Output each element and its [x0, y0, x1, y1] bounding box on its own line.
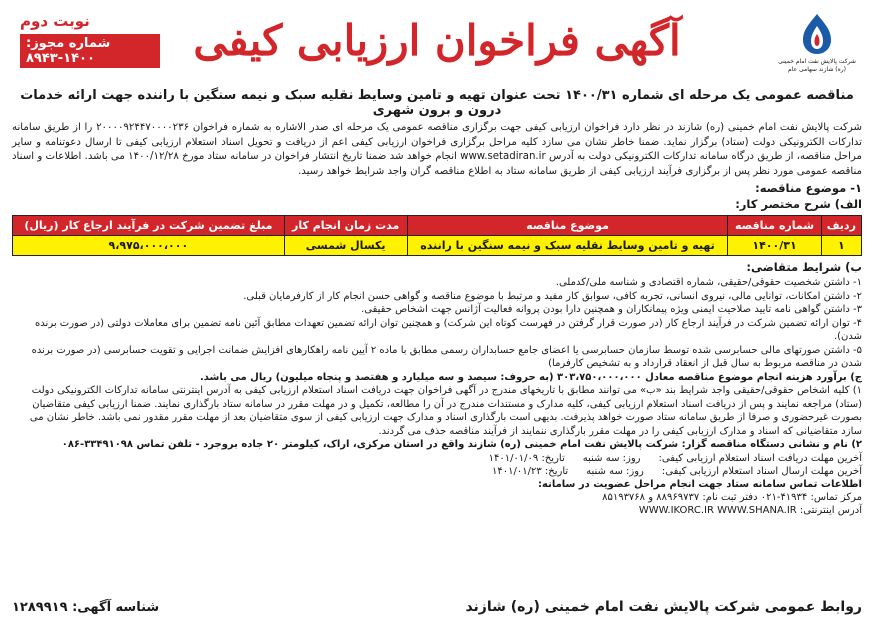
col-guarantee-header: مبلغ تضمین شرکت در فرآیند ارجاع کار (ریال): [13, 216, 285, 236]
round-label: نوبت دوم: [20, 12, 90, 30]
footer: [12, 599, 862, 615]
contact-heading: اطلاعات تماس سامانه ستاد جهت انجام مراحل عضویت در سامانه:: [538, 478, 862, 490]
note-paragraph: ۱) کلیه اشخاص حقوقی/حقیقی واجد شرایط بند «ب» می توانند مطابق با تاریخهای مندرج در آگهی فراخوان جهت دریافت اسناد استعلام ارزیابی کیفی به آدرس اینترنتی سامانه تدارکات الکترونیکی دولت (ستاد) مراجعه نمایند و پس از دریافت اسناد استعلام ارزیابی کیفی، کلیه مدارک و مستندات مندرج در آن را مطالعه، تکمیل و در مهلت مقرر در سامانه ستاد بارگذاری نمایند. ضمنا ارزیابی کیفی متقاضیان بصورت غیرحضوری و صرفا از طریق سامانه ستاد صورت خواهد پذیرفت. بدیهی است بارگذاری اسناد و مدارک جهت ارزیابی کیفی از سوی متقاضیان بعد از مهلت مقرر مقدور نمی باشد. خاطر نشان می سازد متقاضیانی که اسناد و مدارک ارزیابی کیفی را در مهلت مقرر بارگذاری ننمایند از فرآیند مناقصه حذف می گردند.: [29, 385, 862, 437]
web-label: آدرس اینترنتی:: [799, 504, 862, 516]
round-badge: [20, 12, 160, 68]
cell-row: ۱: [821, 236, 861, 256]
contact-info: [12, 478, 862, 517]
logo-text: شرکت پالایش نفت امام خمینی (ره) شازند سهامی عام: [778, 58, 856, 73]
cost-estimate: ج) برآورد هزینه انجام موضوع مناقصه معادل ۳۰۳،۷۵۰،۰۰۰،۰۰۰ (به حروف: سیصد و سه میلیارد و هفتصد و پنجاه میلیون) ریال می باشد.: [199, 371, 862, 383]
send-day: روز: سه شنبه: [586, 465, 644, 477]
table-header-row: [13, 216, 862, 236]
cell-guarantee: ۹،۹۷۵،۰۰۰،۰۰۰: [13, 236, 285, 256]
condition-4: ۴- توان ارائه تضمین شرکت در فرآیند ارجاع کار (در صورت قرار گرفتن در فهرست کوتاه این شرکت) و همچنین توان ارائه تضمین تعهدات مطابق آئین نامه تضمین برای معاملات دولتی (در صورت برنده شدن).: [35, 317, 862, 342]
section-a-heading: الف) شرح مختصر کار:: [735, 197, 862, 211]
subtitle: مناقصه عمومی یک مرحله ای شماره ۱۴۰۰/۳۱ تحت عنوان تهیه و تامین وسایط نقلیه سبک و نیمه سنگین با راننده جهت ارائه خدمات درون و برون شهری: [20, 88, 854, 118]
col-subject-header: موضوع مناقصه: [407, 216, 728, 236]
col-number-header: شماره مناقصه: [728, 216, 821, 236]
table-row: [13, 236, 862, 256]
page-title: آگهی فراخوان ارزیابی کیفی: [193, 16, 681, 65]
condition-2: ۲- داشتن امکانات، توانایی مالی، نیروی انسانی، تجربه کافی، سوابق کار مفید و مرتبط با موضوع مناقصه و گواهی حسن انجام کار از کارفرمایان قبلی.: [243, 290, 862, 302]
public-relations: روابط عمومی شرکت پالایش نفت امام خمینی (ره) شازند: [465, 599, 862, 615]
cell-duration: یکسال شمسی: [284, 236, 407, 256]
send-date: تاریخ: ۱۴۰۱/۰۱/۲۳: [491, 465, 569, 477]
permit-number: شماره مجوز: ۱۴۰۰-۸۹۴۳: [20, 34, 160, 68]
send-deadline: [12, 465, 862, 478]
contact-center: مرکز تماس: ۴۱۹۳۴-۰۲۱ دفتر ثبت نام: ۸۸۹۶۹۷۳۷ و ۸۵۱۹۳۷۶۸: [602, 491, 862, 503]
cell-subject: تهیه و تامین وسایط نقلیه سبک و نیمه سنگین با راننده: [407, 236, 728, 256]
condition-3: ۳- داشتن گواهی نامه تایید صلاحیت ایمنی ویژه پیمانکاران و همچنین دارا بودن پروانه فعالیت آژانس جهت اشخاص حقیقی.: [361, 304, 862, 315]
deadlines: [12, 452, 862, 478]
col-duration-header: مدت زمان انجام کار: [284, 216, 407, 236]
section-b-heading: ب) شرایط متقاضی:: [746, 260, 862, 274]
shana-link[interactable]: WWW.SHANA.IR: [717, 504, 797, 516]
condition-1: ۱- داشتن شخصیت حقوقی/حقیقی، شماره اقتصادی و شناسه ملی/کدملی.: [555, 277, 862, 288]
col-row-header: ردیف: [821, 216, 861, 236]
tender-table: [12, 215, 862, 256]
address-paragraph: ۲) نام و نشانی دستگاه مناقصه گزار: شرکت پالایش نفت امام خمینی (ره) شازند واقع در استان مرکزی، اراک، کیلومتر ۲۰ جاده بروجرد - تلفن تماس ۳۳۴۹۱۰۹۸-۰۸۶: [61, 439, 862, 450]
cell-number: ۱۴۰۰/۳۱: [728, 236, 821, 256]
ad-code: شناسه آگهی: ۱۲۸۹۹۱۹: [12, 600, 160, 615]
section-1-heading: ۱- موضوع مناقصه:: [755, 181, 862, 195]
web-addresses: [12, 504, 862, 517]
ikorc-link[interactable]: WWW.IKORC.IR: [638, 504, 714, 516]
header: [12, 8, 862, 86]
receive-deadline: [12, 452, 862, 465]
send-label: آخرین مهلت ارسال اسناد استعلام ارزیابی کیفی:: [661, 465, 862, 477]
receive-label: آخرین مهلت دریافت اسناد استعلام ارزیابی کیفی:: [658, 452, 862, 464]
receive-day: روز: سه شنبه: [582, 452, 641, 464]
condition-5: ۵- داشتن صورتهای مالی حسابرسی شده توسط سازمان حسابرسی یا اعضای جامع حسابداران رسمی مطابق با ماده ۲ آیین نامه راهکارهای افزایش ضمانت اجرایی و تقویت حسابرسی (در صورت برنده شدن در مناقصه مربوط به سال قبل از انعقاد قرارداد و به تشخیص کارفرما): [31, 344, 862, 369]
intro-paragraph: شرکت پالایش نفت امام خمینی (ره) شازند در نظر دارد فراخوان ارزیابی کیفی جهت برگزاری مناقصه عمومی یک مرحله ای صدر الاشاره به شماره فراخوان ۲۰۰۰۰۹۲۴۴۷۰۰۰۰۲۳۶ را از طریق سامانه تدارکات الکترونیکی دولت (ستاد) برگزار نماید. ضمنا خاطر نشان می سازد کلیه مراحل برگزاری فراخوان ارزیابی کیفی اعم از دریافت و تحویل اسناد استعلام ارزیابی کیفی تا ارسال دعوتنامه و سایر مراحل مناقصه، از طریق درگاه سامانه تدارکات الکترونیکی دولت به آدرس www.setadiran.ir انجام خواهد شد ضمنا تاریخ انتشار فراخوان در سامانه ستاد مورخ ۱۴۰۰/۱۲/۲۸ می باشد. اطلاعات و اسناد مناقصه عمومی مورد نظر پس از برگزاری فرآیند ارزیابی کیفی از طریق سامانه ستاد به اطلاع مناقصه گران واجد شرایط خواهد رسید.: [12, 122, 862, 177]
receive-date: تاریخ: ۱۴۰۱/۰۱/۰۹: [488, 452, 565, 464]
